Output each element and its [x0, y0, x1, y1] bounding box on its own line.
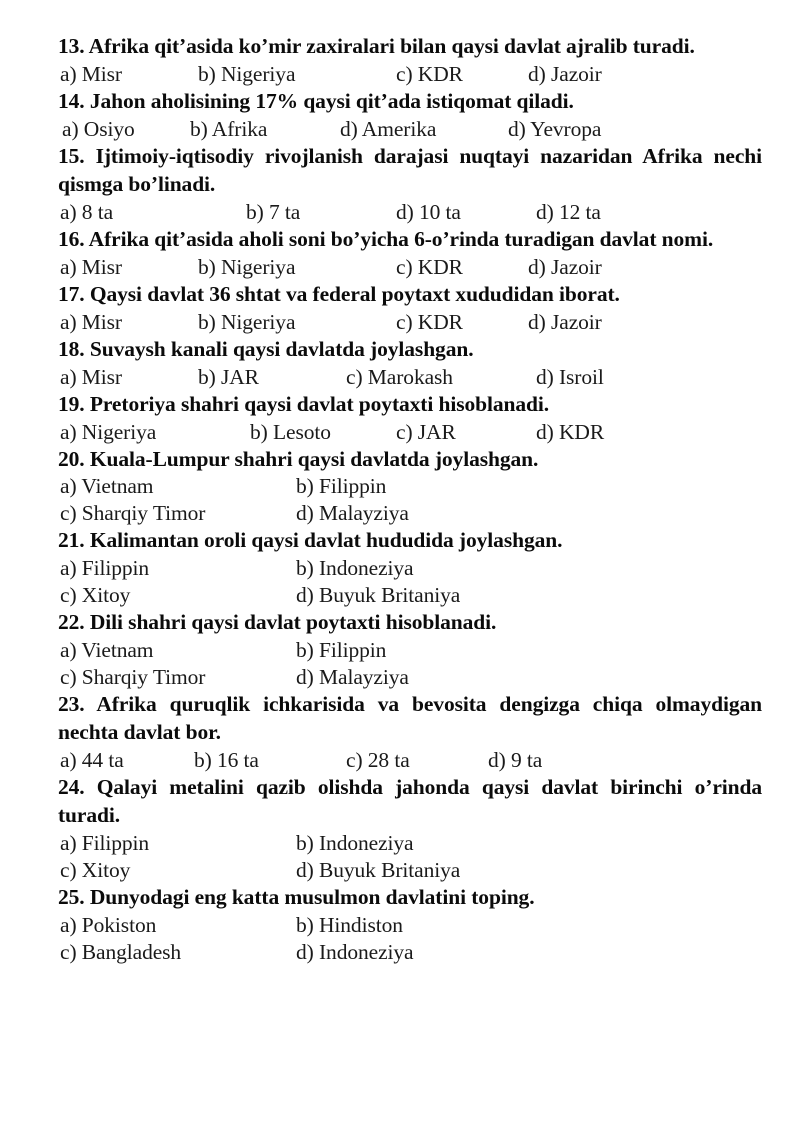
question-text: 14. Jahon aholisining 17% qaysi qit’ada istiqomat qiladi.	[58, 88, 574, 113]
answer-option[interactable]: b) Hindiston	[296, 913, 403, 937]
answer-option[interactable]: d) Jazoir	[528, 309, 602, 334]
question-text: 24. Qalayi metalini qazib olishda jahonda qaysi davlat birinchi o’rinda turadi.	[58, 775, 762, 828]
answer-options-row	[58, 61, 762, 88]
answer-options-row	[58, 939, 762, 966]
answer-option[interactable]: c) KDR	[396, 309, 463, 334]
answer-option[interactable]: a) 8 ta	[60, 199, 114, 224]
answer-option[interactable]: b) Afrika	[190, 116, 268, 141]
answer-option[interactable]: c) KDR	[396, 254, 463, 279]
answer-options-row	[58, 419, 762, 446]
answer-option[interactable]: d) 10 ta	[396, 199, 461, 224]
answer-option[interactable]: d) Indoneziya	[296, 940, 414, 964]
question-text: 15. Ijtimoiy-iqtisodiy rivojlanish darajasi nuqtayi nazaridan Afrika nechi qismga bo’linadi.	[58, 143, 762, 196]
question-text: 21. Kalimantan oroli qaysi davlat hududida joylashgan.	[58, 528, 563, 553]
answer-options-row	[58, 309, 762, 336]
answer-option[interactable]: d) Malayziya	[296, 501, 409, 526]
answer-option[interactable]: c) Bangladesh	[60, 940, 182, 964]
answer-option[interactable]: b) Nigeriya	[198, 61, 296, 86]
answer-option[interactable]: b) 16 ta	[194, 748, 259, 773]
question-text: 25. Dunyodagi eng katta musulmon davlatini toping.	[58, 885, 535, 910]
answer-option[interactable]: d) Jazoir	[528, 254, 602, 279]
answer-option[interactable]: b) Filippin	[296, 474, 387, 499]
answer-option[interactable]: a) Misr	[60, 254, 122, 279]
answer-option[interactable]: c) Sharqiy Timor	[60, 501, 206, 526]
answer-option[interactable]: b) Indoneziya	[296, 556, 414, 581]
answer-option[interactable]: b) 7 ta	[246, 199, 301, 224]
answer-option[interactable]: b) Nigeriya	[198, 309, 296, 334]
answer-option[interactable]: d) Buyuk Britaniya	[296, 583, 461, 608]
answer-option[interactable]: c) Sharqiy Timor	[60, 665, 206, 690]
answer-option[interactable]: c) KDR	[396, 61, 463, 86]
answer-options-row	[58, 664, 762, 691]
answer-option[interactable]: d) Yevropa	[508, 116, 602, 141]
question-list	[58, 33, 762, 966]
answer-option[interactable]: d) Jazoir	[528, 61, 602, 86]
answer-options-row	[58, 747, 762, 774]
question-text: 18. Suvaysh kanali qaysi davlatda joylashgan.	[58, 336, 474, 361]
answer-option[interactable]: a) Misr	[60, 364, 122, 389]
answer-option[interactable]: b) Nigeriya	[198, 254, 296, 279]
answer-option[interactable]: a) Vietnam	[60, 638, 154, 663]
answer-options-row	[58, 830, 762, 857]
answer-option[interactable]: a) Vietnam	[60, 474, 154, 499]
answer-options-row	[58, 364, 762, 391]
answer-option[interactable]: c) 28 ta	[346, 748, 410, 773]
answer-option[interactable]: b) Indoneziya	[296, 831, 414, 856]
answer-options-row	[58, 199, 762, 226]
answer-options-row	[58, 500, 762, 527]
answer-option[interactable]: d) Isroil	[536, 364, 604, 389]
answer-options-row	[58, 582, 762, 609]
answer-option[interactable]: a) Pokiston	[60, 913, 157, 937]
answer-option[interactable]: c) Marokash	[346, 364, 453, 389]
question-text: 16. Afrika qit’asida aholi soni bo’yicha 6-o’rinda turadigan davlat nomi.	[58, 226, 714, 251]
answer-option[interactable]: a) 44 ta	[60, 748, 124, 773]
answer-option[interactable]: a) Osiyo	[62, 116, 135, 141]
answer-options-row	[58, 116, 762, 143]
answer-option[interactable]: d) KDR	[536, 419, 605, 444]
answer-option[interactable]: d) Amerika	[340, 116, 437, 141]
answer-option[interactable]: d) 9 ta	[488, 748, 543, 773]
answer-option[interactable]: d) Malayziya	[296, 665, 409, 690]
answer-option[interactable]: b) Lesoto	[250, 419, 331, 444]
question-text: 23. Afrika quruqlik ichkarisida va bevosita dengizga chiqa olmaydigan nechta davlat bor.	[58, 692, 762, 745]
answer-option[interactable]: a) Filippin	[60, 556, 150, 581]
question-text: 19. Pretoriya shahri qaysi davlat poytaxti hisoblanadi.	[58, 391, 550, 416]
answer-option[interactable]: a) Nigeriya	[60, 419, 157, 444]
answer-option[interactable]: c) JAR	[396, 419, 456, 444]
question-text: 22. Dili shahri qaysi davlat poytaxti hisoblanadi.	[58, 610, 497, 635]
question-text: 17. Qaysi davlat 36 shtat va federal poytaxt xududidan iborat.	[58, 281, 620, 306]
answer-options-row	[58, 254, 762, 281]
answer-option[interactable]: c) Xitoy	[60, 583, 131, 608]
answer-options-row	[58, 473, 762, 500]
answer-option[interactable]: b) Filippin	[296, 638, 387, 663]
answer-option[interactable]: d) Buyuk Britaniya	[296, 858, 461, 883]
answer-option[interactable]: d) 12 ta	[536, 199, 601, 224]
answer-options-row	[58, 637, 762, 664]
answer-option[interactable]: b) JAR	[198, 364, 259, 389]
answer-options-row	[58, 555, 762, 582]
answer-option[interactable]: a) Filippin	[60, 831, 150, 856]
question-text: 20. Kuala-Lumpur shahri qaysi davlatda joylashgan.	[58, 446, 539, 471]
answer-option[interactable]: c) Xitoy	[60, 858, 131, 883]
answer-option[interactable]: a) Misr	[60, 61, 122, 86]
answer-options-row	[58, 912, 762, 939]
question-text: 13. Afrika qit’asida ko’mir zaxiralari bilan qaysi davlat ajralib turadi.	[58, 34, 695, 58]
answer-option[interactable]: a) Misr	[60, 309, 122, 334]
answer-options-row	[58, 857, 762, 884]
